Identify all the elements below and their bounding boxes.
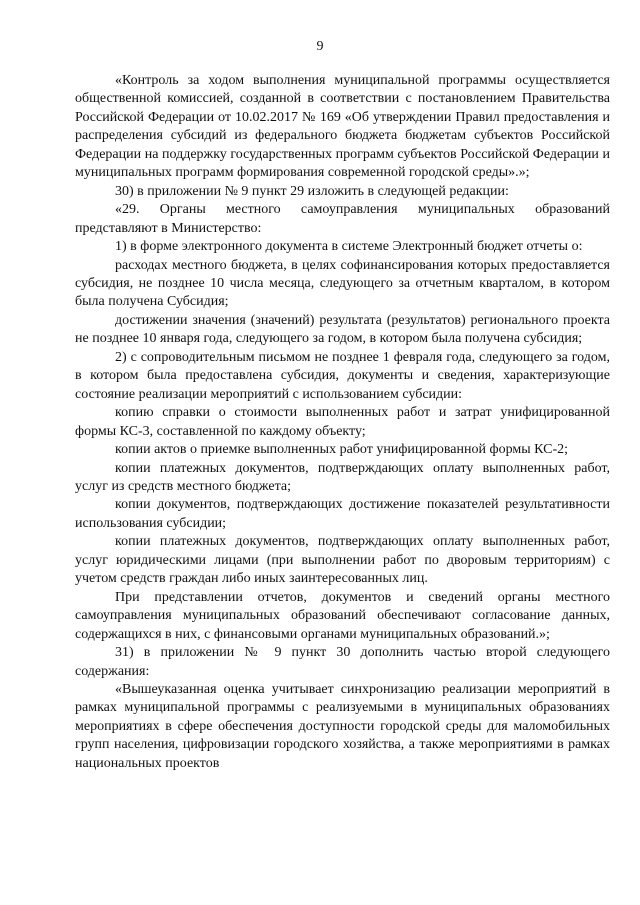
paragraph-item-31: 31) в приложении № 9 пункт 30 дополнить частью второй следующего содержания: [75,645,610,679]
page-number: 9 [316,39,324,54]
paragraph-data-reconciliation: При представлении отчетов, документов и сведений органы местного самоуправления муниципальных образований обеспечивают согласование данных, содержащихся в них, с финансовыми органами муниципальных образований.»; [75,589,610,642]
paragraph-payment-documents-budget: копии платежных документов, подтверждающих оплату выполненных работ, услуг из средств местного бюджета; [75,460,610,494]
paragraph-control-commission: «Контроль за ходом выполнения муниципальной программы осуществляется общественной комиссией, созданной в соответствии с постановлением Правительства Российской Федерации от 10.02.2017 № 169 «Об утверждении Правил предоставления и распределения субсидий из федерального бюджета бюджетам субъектов Российской Федерации на поддержку государственных программ субъектов Российской Федерации и муниципальных программ формирования современной городской среды».»; [75,73,610,181]
paragraph-ks3-certificate: копию справки о стоимости выполненных работ и затрат унифицированной формы КС-3, составленной по каждому объекту; [75,405,610,439]
paragraph-payment-documents-legal: копии платежных документов, подтверждающих оплату выполненных работ, услуг юридическими лицами (при выполнении работ по дворовым территориям) с учетом средств граждан либо иных заинтересованных лиц. [75,534,610,587]
paragraph-clause-29: «29. Органы местного самоуправления муниципальных образований представляют в Министерство: [75,202,610,236]
paragraph-electronic-reports: 1) в форме электронного документа в системе Электронный бюджет отчеты о: [115,239,583,255]
paragraph-item-30: 30) в приложении № 9 пункт 29 изложить в следующей редакции: [115,183,509,199]
paragraph-performance-documents: копии документов, подтверждающих достижение показателей результативности использования субсидии; [75,497,610,531]
paragraph-assessment: «Вышеуказанная оценка учитывает синхронизацию реализации мероприятий в рамках муниципальной программы с реализуемыми в муниципальных образованиях мероприятиях в сфере обеспечения доступности городской среды для маломобильных групп населения, цифровизации городского хозяйства, а также мероприятиями в рамках национальных проектов [75,681,610,771]
document-body [75,72,610,773]
paragraph-cover-letter: 2) с сопроводительным письмом не позднее 1 февраля года, следующего за годом, в котором была предоставлена субсидия, документы и сведения, характеризующие состояние реализации мероприятий с использованием субсидии: [75,349,610,402]
paragraph-local-budget-expenses: расходах местного бюджета, в целях софинансирования которых предоставляется субсидия, не позднее 10 числа месяца, следующего за отчетным кварталом, в котором была получена Субсидия; [75,257,610,310]
paragraph-result-achievement: достижении значения (значений) результата (результатов) регионального проекта не позднее 10 января года, следующего за годом, в котором была получена субсидия; [75,312,610,347]
paragraph-ks2-acts: копии актов о приемке выполненных работ унифицированной формы КС-2; [115,442,568,458]
